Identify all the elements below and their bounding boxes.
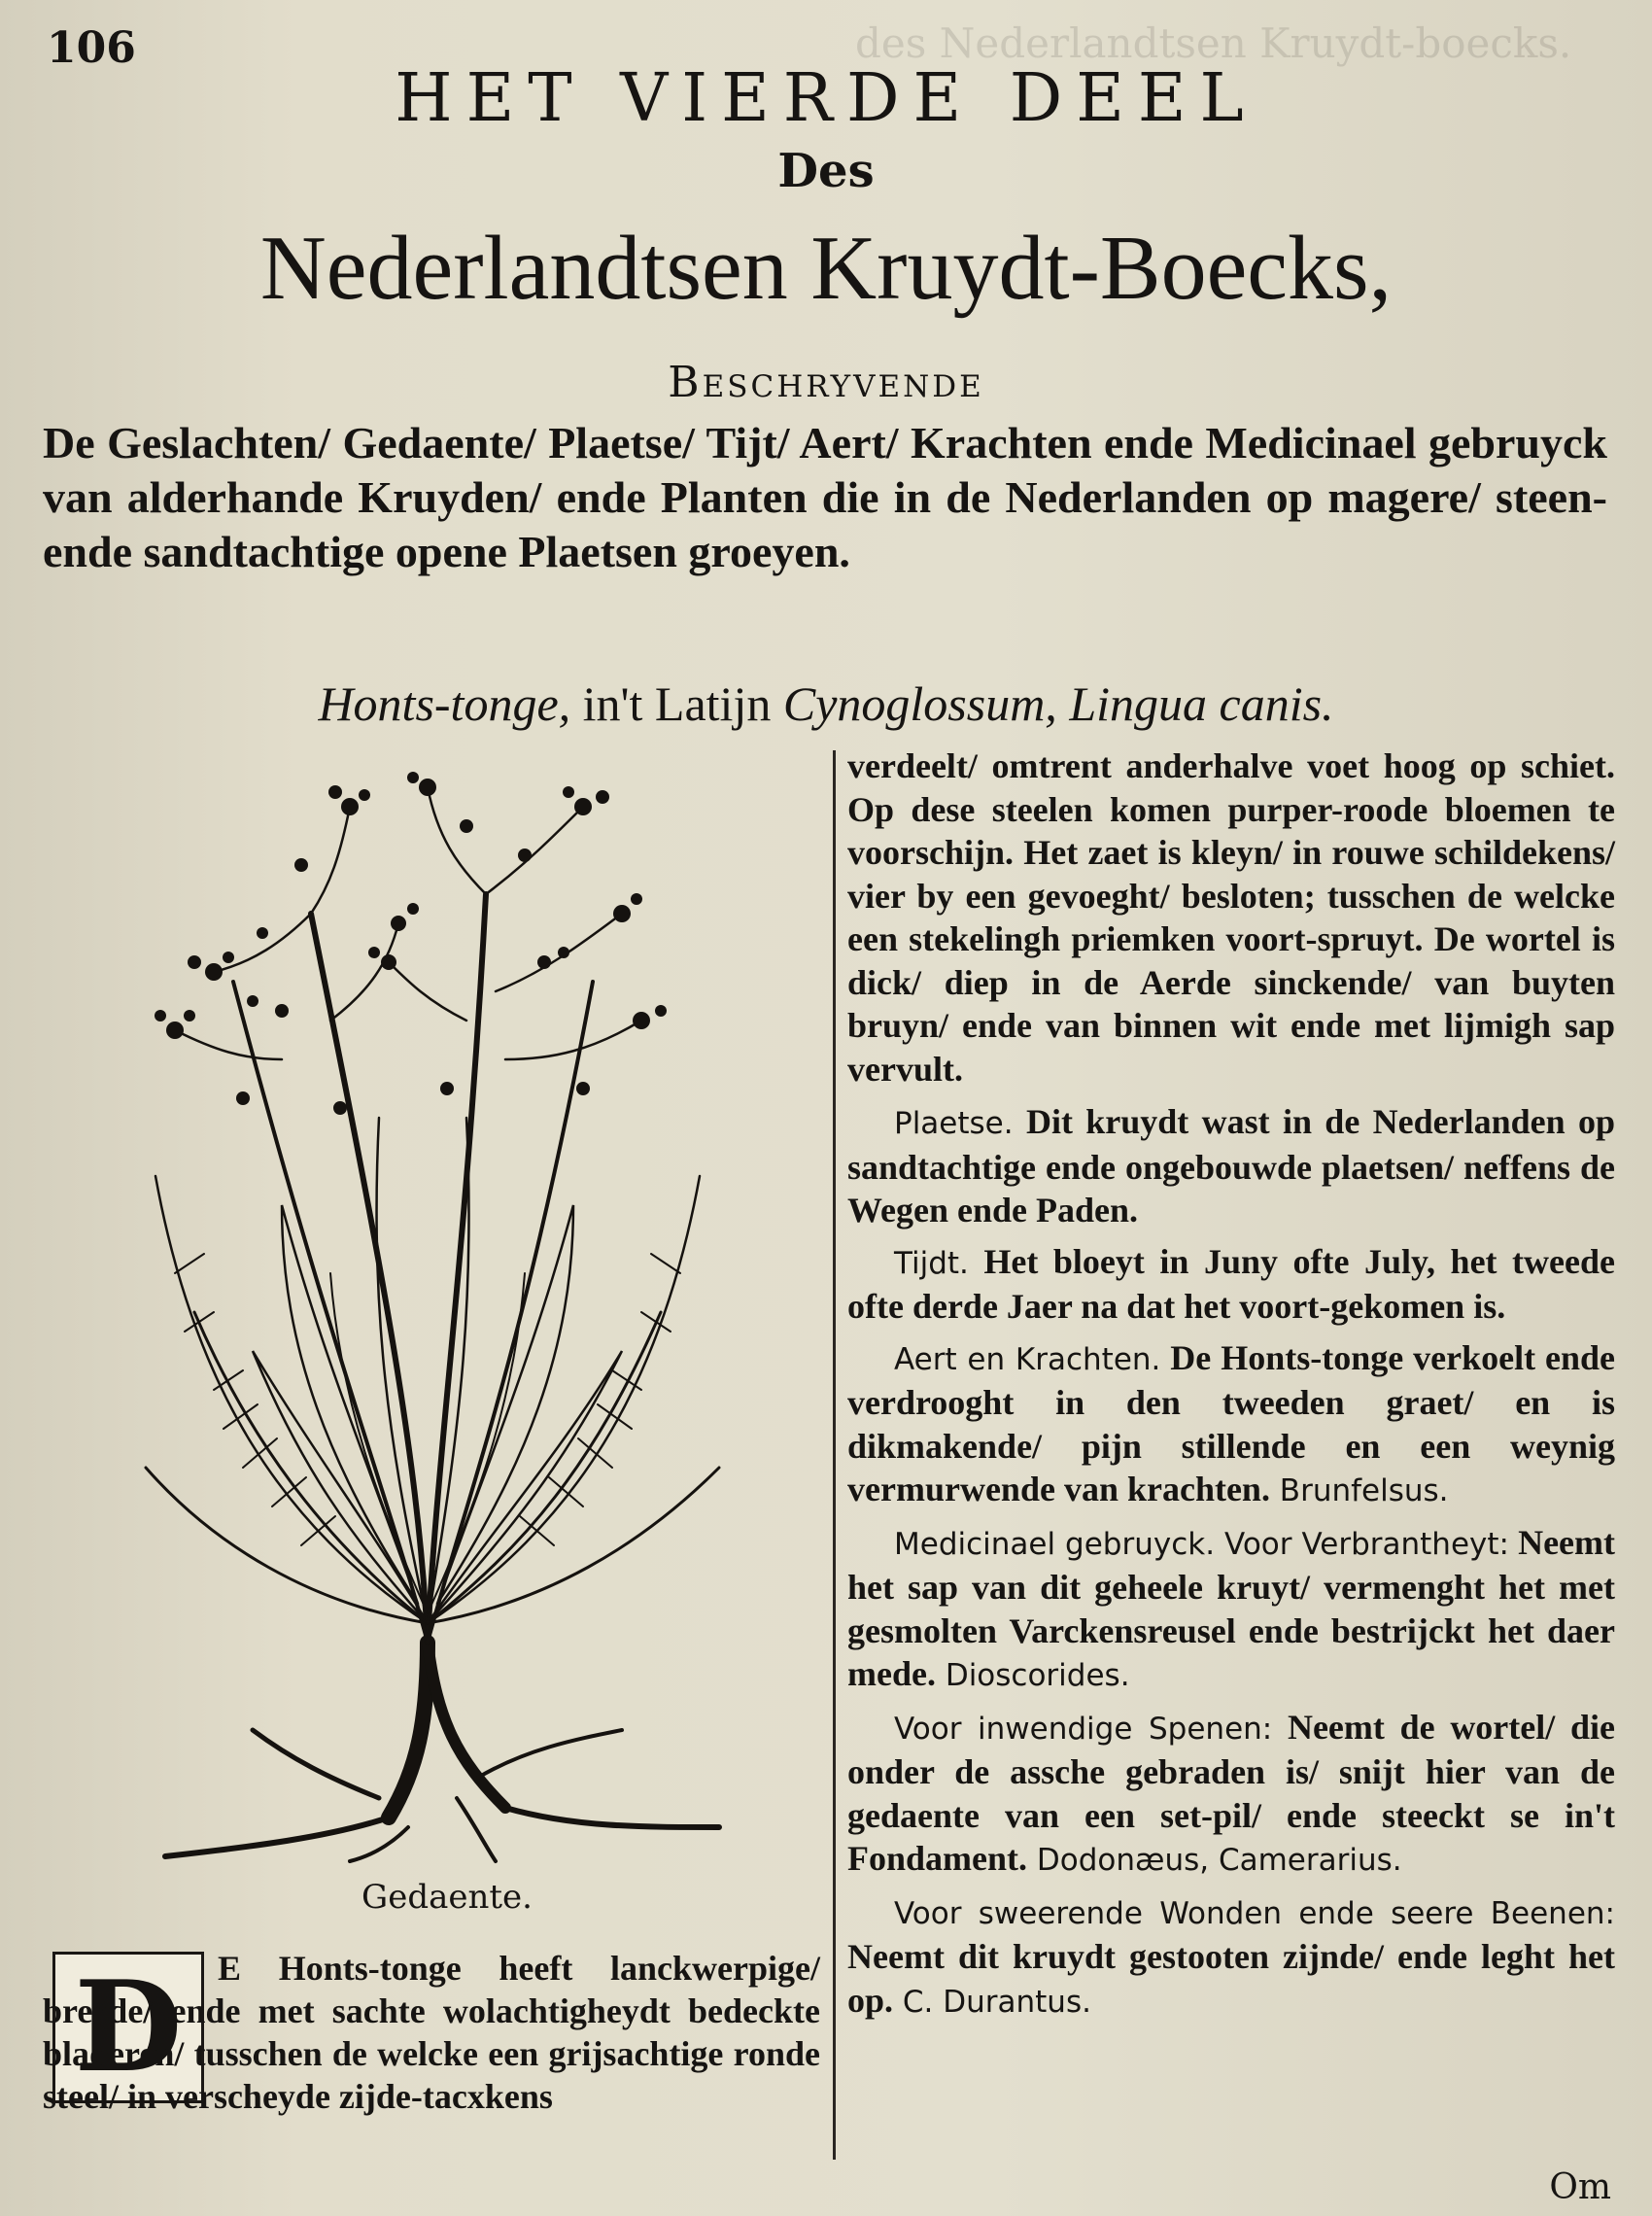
- paragraph-wonden: [847, 1890, 1615, 2025]
- paragraph-description: [847, 744, 1615, 1091]
- bleed-through-text: des Nederlandtsen Kruydt-boecks.: [855, 19, 1572, 67]
- subtitle: Beschryvende: [668, 358, 984, 407]
- plaetse-label: Plaetse.: [894, 1106, 1014, 1141]
- spenen-source: Dodonæus, Camerarius.: [1027, 1843, 1402, 1878]
- medicinael-source: Dioscorides.: [935, 1658, 1130, 1693]
- spenen-text: Neemt de wortel/ die onder de assche gebraden is/ snijt hier van de gedaente van een set-pil/ ende steeckt se in't Fondament.: [847, 1707, 1615, 1878]
- aert-source: Brunfelsus.: [1269, 1473, 1449, 1508]
- latin-name-1: Cynoglossum,: [782, 676, 1057, 731]
- paragraph-spenen: [847, 1706, 1615, 1883]
- spenen-label: Voor inwendige Spenen:: [894, 1711, 1273, 1747]
- plant-woodcut-illustration: [136, 768, 739, 1866]
- page-number: 106: [47, 23, 136, 73]
- intro-text: De Geslachten/ Gedaente/ Plaetse/ Tijt/ Aert/ Krachten ende Medicinael gebruyck van alderhande Kruyden/ ende Planten die in de Nederlanden op magere/ steen- ende sandtachtige opene Plaetsen groeyen.: [43, 418, 1607, 576]
- tijdt-text: Het bloeyt in Juny ofte July, het tweede ofte derde Jaer na dat het voort-gekomen is.: [847, 1241, 1615, 1326]
- gedaente-text: E Honts-tonge heeft lanckwerpige/ breede/ ende met sachte wolachtigheydt bedeckte bladeren/ tusschen de welcke een grijsachtige ronde steel/ in verscheyde zijde-tacxkens: [43, 1949, 820, 2116]
- medicinael-text: Neemt het sap van dit geheele kruyt/ vermenght het met gesmolten Varckensreusel ende bestrijckt het daer mede.: [847, 1522, 1616, 1693]
- paragraph-medicinael: [847, 1521, 1615, 1698]
- paragraph-aert: [847, 1336, 1615, 1513]
- plant-name: Honts-tonge,: [318, 676, 571, 731]
- paragraph-plaetse: [847, 1100, 1615, 1232]
- wonden-source: C. Durantus.: [893, 1984, 1091, 2020]
- heading-mid: in't Latijn: [570, 676, 783, 731]
- catchword: Om: [1549, 2167, 1611, 2207]
- tijdt-label: Tijdt.: [894, 1245, 969, 1281]
- right-column: [847, 744, 1615, 2031]
- part-title: HET VIERDE DEEL: [395, 60, 1257, 137]
- dropcap-letter: D: [74, 1955, 183, 2100]
- aert-label: Aert en Krachten.: [894, 1341, 1161, 1377]
- latin-name-2: Lingua canis.: [1056, 676, 1334, 731]
- plaetse-text: Dit kruydt wast in de Nederlanden op sandtachtige ende ongebouwde plaetsen/ neffens de Wegen ende Paden.: [847, 1102, 1615, 1229]
- section-heading: [0, 675, 1652, 732]
- column-divider: [833, 750, 836, 2160]
- description-text: verdeelt/ omtrent anderhalve voet hoog op schiet. Op dese steelen komen purper-roode bloemen te voorschijn. Het zaet is kleyn/ in rouwe schildekens/ vier by een gevoeght/ besloten; tusschen de welcke een stekelingh priemken voort-spruyt. De wortel is dick/ diep in de Aerde sinckende/ van buyten bruyn/ ende van binnen wit ende met lijmigh sap vervult.: [847, 746, 1615, 1089]
- medicinael-label: Medicinael gebruyck. Voor Verbrantheyt:: [894, 1526, 1509, 1562]
- wonden-text: Neemt dit kruydt gestooten zijnde/ ende leght het op.: [847, 1937, 1615, 2020]
- book-title: Nederlandtsen Kruydt-Boecks,: [259, 218, 1393, 319]
- paragraph-tijdt: [847, 1240, 1615, 1329]
- title-des: Des: [777, 144, 875, 198]
- figure-caption: Gedaente.: [361, 1878, 533, 1917]
- aert-text: De Honts-tonge verkoelt ende verdrooght in den tweeden graet/ en is dikmakende/ pijn stillende en een weynig vermurwende van krachten.: [847, 1337, 1615, 1508]
- wonden-label: Voor sweerende Wonden ende seere Beenen:: [894, 1895, 1615, 1931]
